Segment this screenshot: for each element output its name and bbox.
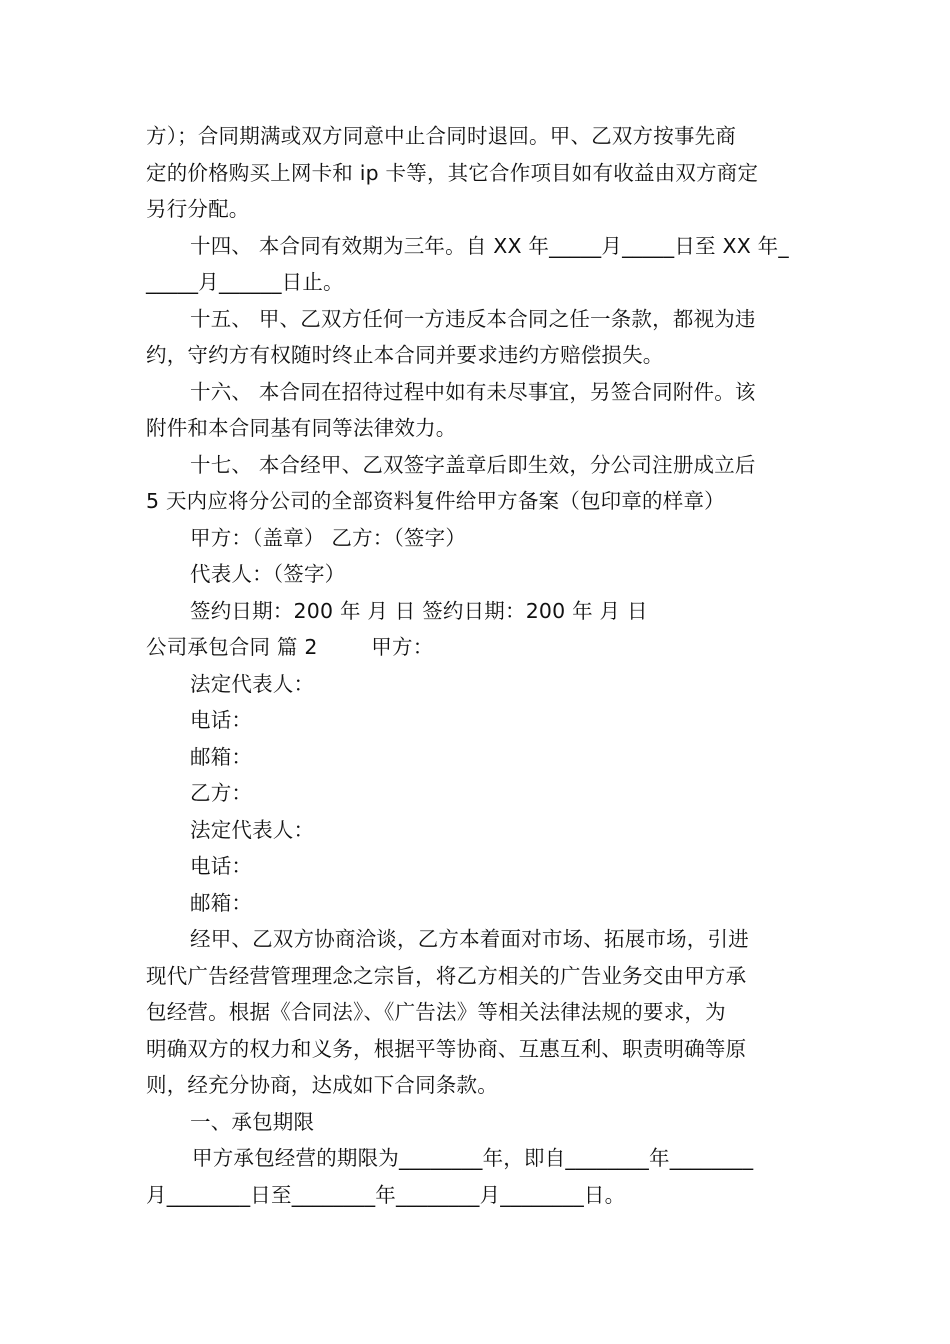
text-line: 月________日至________年________月________日。 bbox=[146, 1182, 626, 1207]
party-a-phone: 电话： bbox=[190, 708, 253, 732]
text-line: 包经营。根据《合同法》、《广告法》等相关法律法规的要求，为 bbox=[146, 1000, 726, 1024]
section-heading: 公司承包合同 篇 2 甲方： bbox=[146, 635, 434, 659]
party-a-email: 邮箱： bbox=[190, 744, 253, 769]
text-line: 附件和本合同基有同等法律效力。 bbox=[146, 416, 457, 440]
clause-14-line: 十四、 本合同有效期为三年。自 XX 年_____月_____日至 XX 年_ bbox=[190, 233, 789, 258]
clause-16-line: 十六、 本合同在招待过程中如有未尽事宜，另签合同附件。该 bbox=[190, 379, 756, 404]
text-line: 5 天内应将分公司的全部资料复件给甲方备案（包印章的样章） bbox=[146, 489, 725, 513]
party-b-phone: 电话： bbox=[190, 854, 253, 878]
signing-date-line: 签约日期：200 年 月 日 签约日期：200 年 月 日 bbox=[190, 598, 648, 623]
text-line: _____月______日止。 bbox=[146, 270, 344, 294]
party-b-label: 乙方： bbox=[190, 781, 253, 805]
representative-line: 代表人：（签字） bbox=[190, 562, 346, 586]
article-1-heading: 一、承包期限 bbox=[190, 1109, 315, 1134]
clause-17-line: 十七、 本合经甲、乙双签字盖章后即生效，分公司注册成立后 bbox=[190, 452, 756, 477]
text-line: 方）；合同期满或双方同意中止合同时退回。甲、乙双方按事先商 bbox=[146, 124, 737, 148]
preamble-line: 经甲、乙双方协商洽谈，乙方本着面对市场、拓展市场，引进 bbox=[190, 927, 749, 951]
contract-term-line: 甲方承包经营的期限为________年，即自________年________ bbox=[192, 1146, 754, 1170]
text-line: 定的价格购买上网卡和 ip 卡等，其它合作项目如有收益由双方商定 bbox=[146, 160, 759, 185]
party-b-legal-rep: 法定代表人： bbox=[190, 817, 315, 842]
party-b-email: 邮箱： bbox=[190, 890, 253, 915]
text-line: 另行分配。 bbox=[146, 197, 250, 221]
text-line: 明确双方的权力和义务，根据平等协商、互惠互利、职责明确等原 bbox=[146, 1036, 747, 1061]
clause-15-line: 十五、 甲、乙双方任何一方违反本合同之任一条款，都视为违 bbox=[190, 306, 756, 331]
party-a-legal-rep: 法定代表人： bbox=[190, 671, 315, 696]
signature-parties-line: 甲方：（盖章） 乙方：（签字） bbox=[190, 525, 467, 550]
text-line: 现代广告经营管理理念之宗旨，将乙方相关的广告业务交由甲方承 bbox=[146, 963, 747, 988]
text-line: 约，守约方有权随时终止本合同并要求违约方赔偿损失。 bbox=[146, 343, 664, 367]
document-body bbox=[146, 118, 810, 1213]
text-line: 则，经充分协商，达成如下合同条款。 bbox=[146, 1073, 498, 1097]
